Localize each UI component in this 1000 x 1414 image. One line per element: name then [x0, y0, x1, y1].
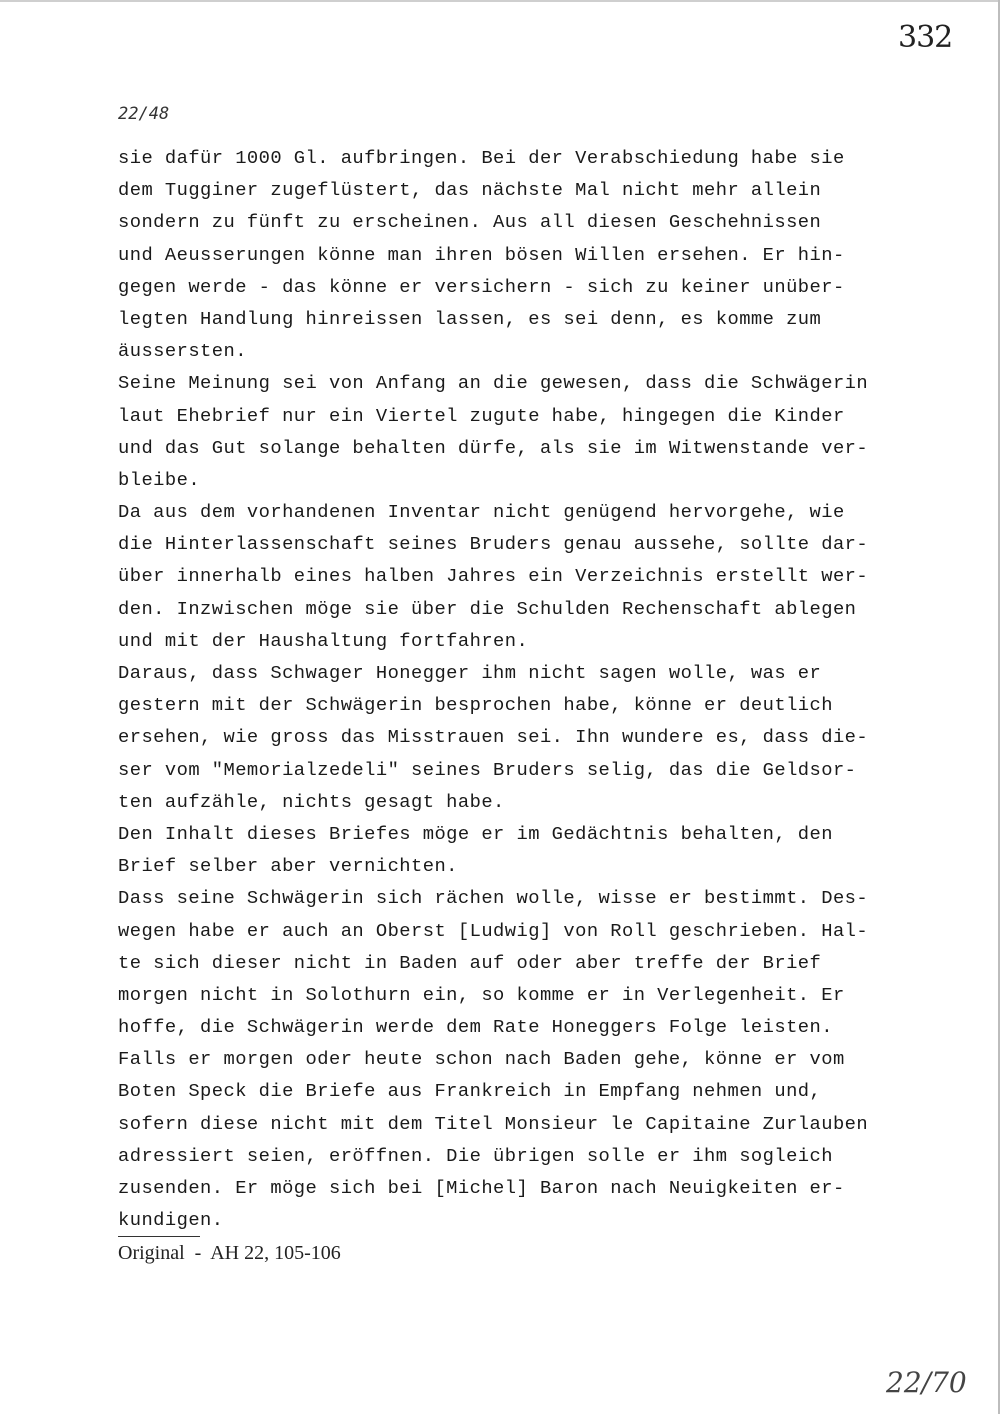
body-line: kundigen. — [118, 1209, 224, 1232]
page-reference: 22/48 — [118, 104, 170, 124]
body-line: ersehen, wie gross das Misstrauen sei. Ihn wundere es, dass die- — [118, 726, 869, 749]
body-line: zusenden. Er möge sich bei [Michel] Baron nach Neuigkeiten er- — [118, 1177, 845, 1199]
body-line: ser vom "Memorialzedeli" seines Bruders selig, das die Geldsor- — [118, 758, 857, 781]
body-line: legten Handlung hinreissen lassen, es sei denn, es komme zum — [118, 307, 822, 330]
page-edge-top — [0, 0, 1000, 2]
body-line: morgen nicht in Solothurn ein, so komme er in Verlegenheit. Er — [118, 983, 845, 1006]
body-line: ten aufzähle, nichts gesagt habe. — [118, 790, 505, 813]
body-line: Den Inhalt dieses Briefes möge er im Gedächtnis behalten, den — [118, 822, 833, 845]
handwritten-archive-note: 22/70 — [886, 1366, 967, 1399]
body-line: Seine Meinung sei von Anfang an die gewesen, dass die Schwägerin — [118, 372, 869, 395]
body-line: Daraus, dass Schwager Honegger ihm nicht sagen wolle, was er — [118, 662, 822, 684]
body-line: gestern mit der Schwägerin besprochen habe, könne er deutlich — [118, 694, 833, 717]
body-line: sie dafür 1000 Gl. aufbringen. Bei der Verabschiedung habe sie — [118, 147, 845, 169]
body-line: über innerhalb eines halben Jahres ein Verzeichnis erstellt wer- — [118, 565, 869, 588]
body-line: bleibe. — [118, 468, 201, 491]
body-line: sondern zu fünft zu erscheinen. Aus all diesen Geschehnissen — [118, 211, 822, 234]
source-divider — [118, 1236, 200, 1237]
document-body — [118, 142, 898, 1236]
page-number: 332 — [898, 20, 953, 55]
body-line: Da aus dem vorhandenen Inventar nicht genügend hervorgehe, wie — [118, 501, 845, 524]
body-line: Falls er morgen oder heute schon nach Baden gehe, könne er vom — [118, 1048, 845, 1071]
body-line: Dass seine Schwägerin sich rächen wolle, wisse er bestimmt. Des- — [118, 887, 869, 910]
body-line: sofern diese nicht mit dem Titel Monsieur le Capitaine Zurlauben — [118, 1112, 869, 1135]
body-line: und Aeusserungen könne man ihren bösen Willen ersehen. Er hin- — [118, 243, 845, 266]
body-line: Boten Speck die Briefe aus Frankreich in Empfang nehmen und, — [118, 1080, 822, 1103]
body-line: gegen werde - das könne er versichern - sich zu keiner unüber- — [118, 275, 845, 298]
body-line: dem Tugginer zugeflüstert, das nächste Mal nicht mehr allein — [118, 179, 822, 202]
body-line: laut Ehebrief nur ein Viertel zugute habe, hingegen die Kinder — [118, 404, 845, 427]
body-line: hoffe, die Schwägerin werde dem Rate Honeggers Folge leisten. — [118, 1016, 833, 1039]
body-line: Brief selber aber vernichten. — [118, 855, 458, 878]
body-line: adressiert seien, eröffnen. Die übrigen solle er ihm sogleich — [118, 1144, 833, 1167]
body-line: und das Gut solange behalten dürfe, als sie im Witwenstande ver- — [118, 436, 869, 459]
body-line: äussersten. — [118, 340, 247, 363]
body-line: die Hinterlassenschaft seines Bruders genau aussehe, sollte dar- — [118, 533, 869, 556]
body-line: te sich dieser nicht in Baden auf oder aber treffe der Brief — [118, 951, 822, 974]
body-line: wegen habe er auch an Oberst [Ludwig] von Roll geschrieben. Hal- — [118, 919, 869, 942]
body-line: den. Inzwischen möge sie über die Schulden Rechenschaft ablegen — [118, 597, 857, 620]
source-citation: Original - AH 22, 105-106 — [118, 1242, 341, 1264]
body-line: und mit der Haushaltung fortfahren. — [118, 629, 529, 652]
